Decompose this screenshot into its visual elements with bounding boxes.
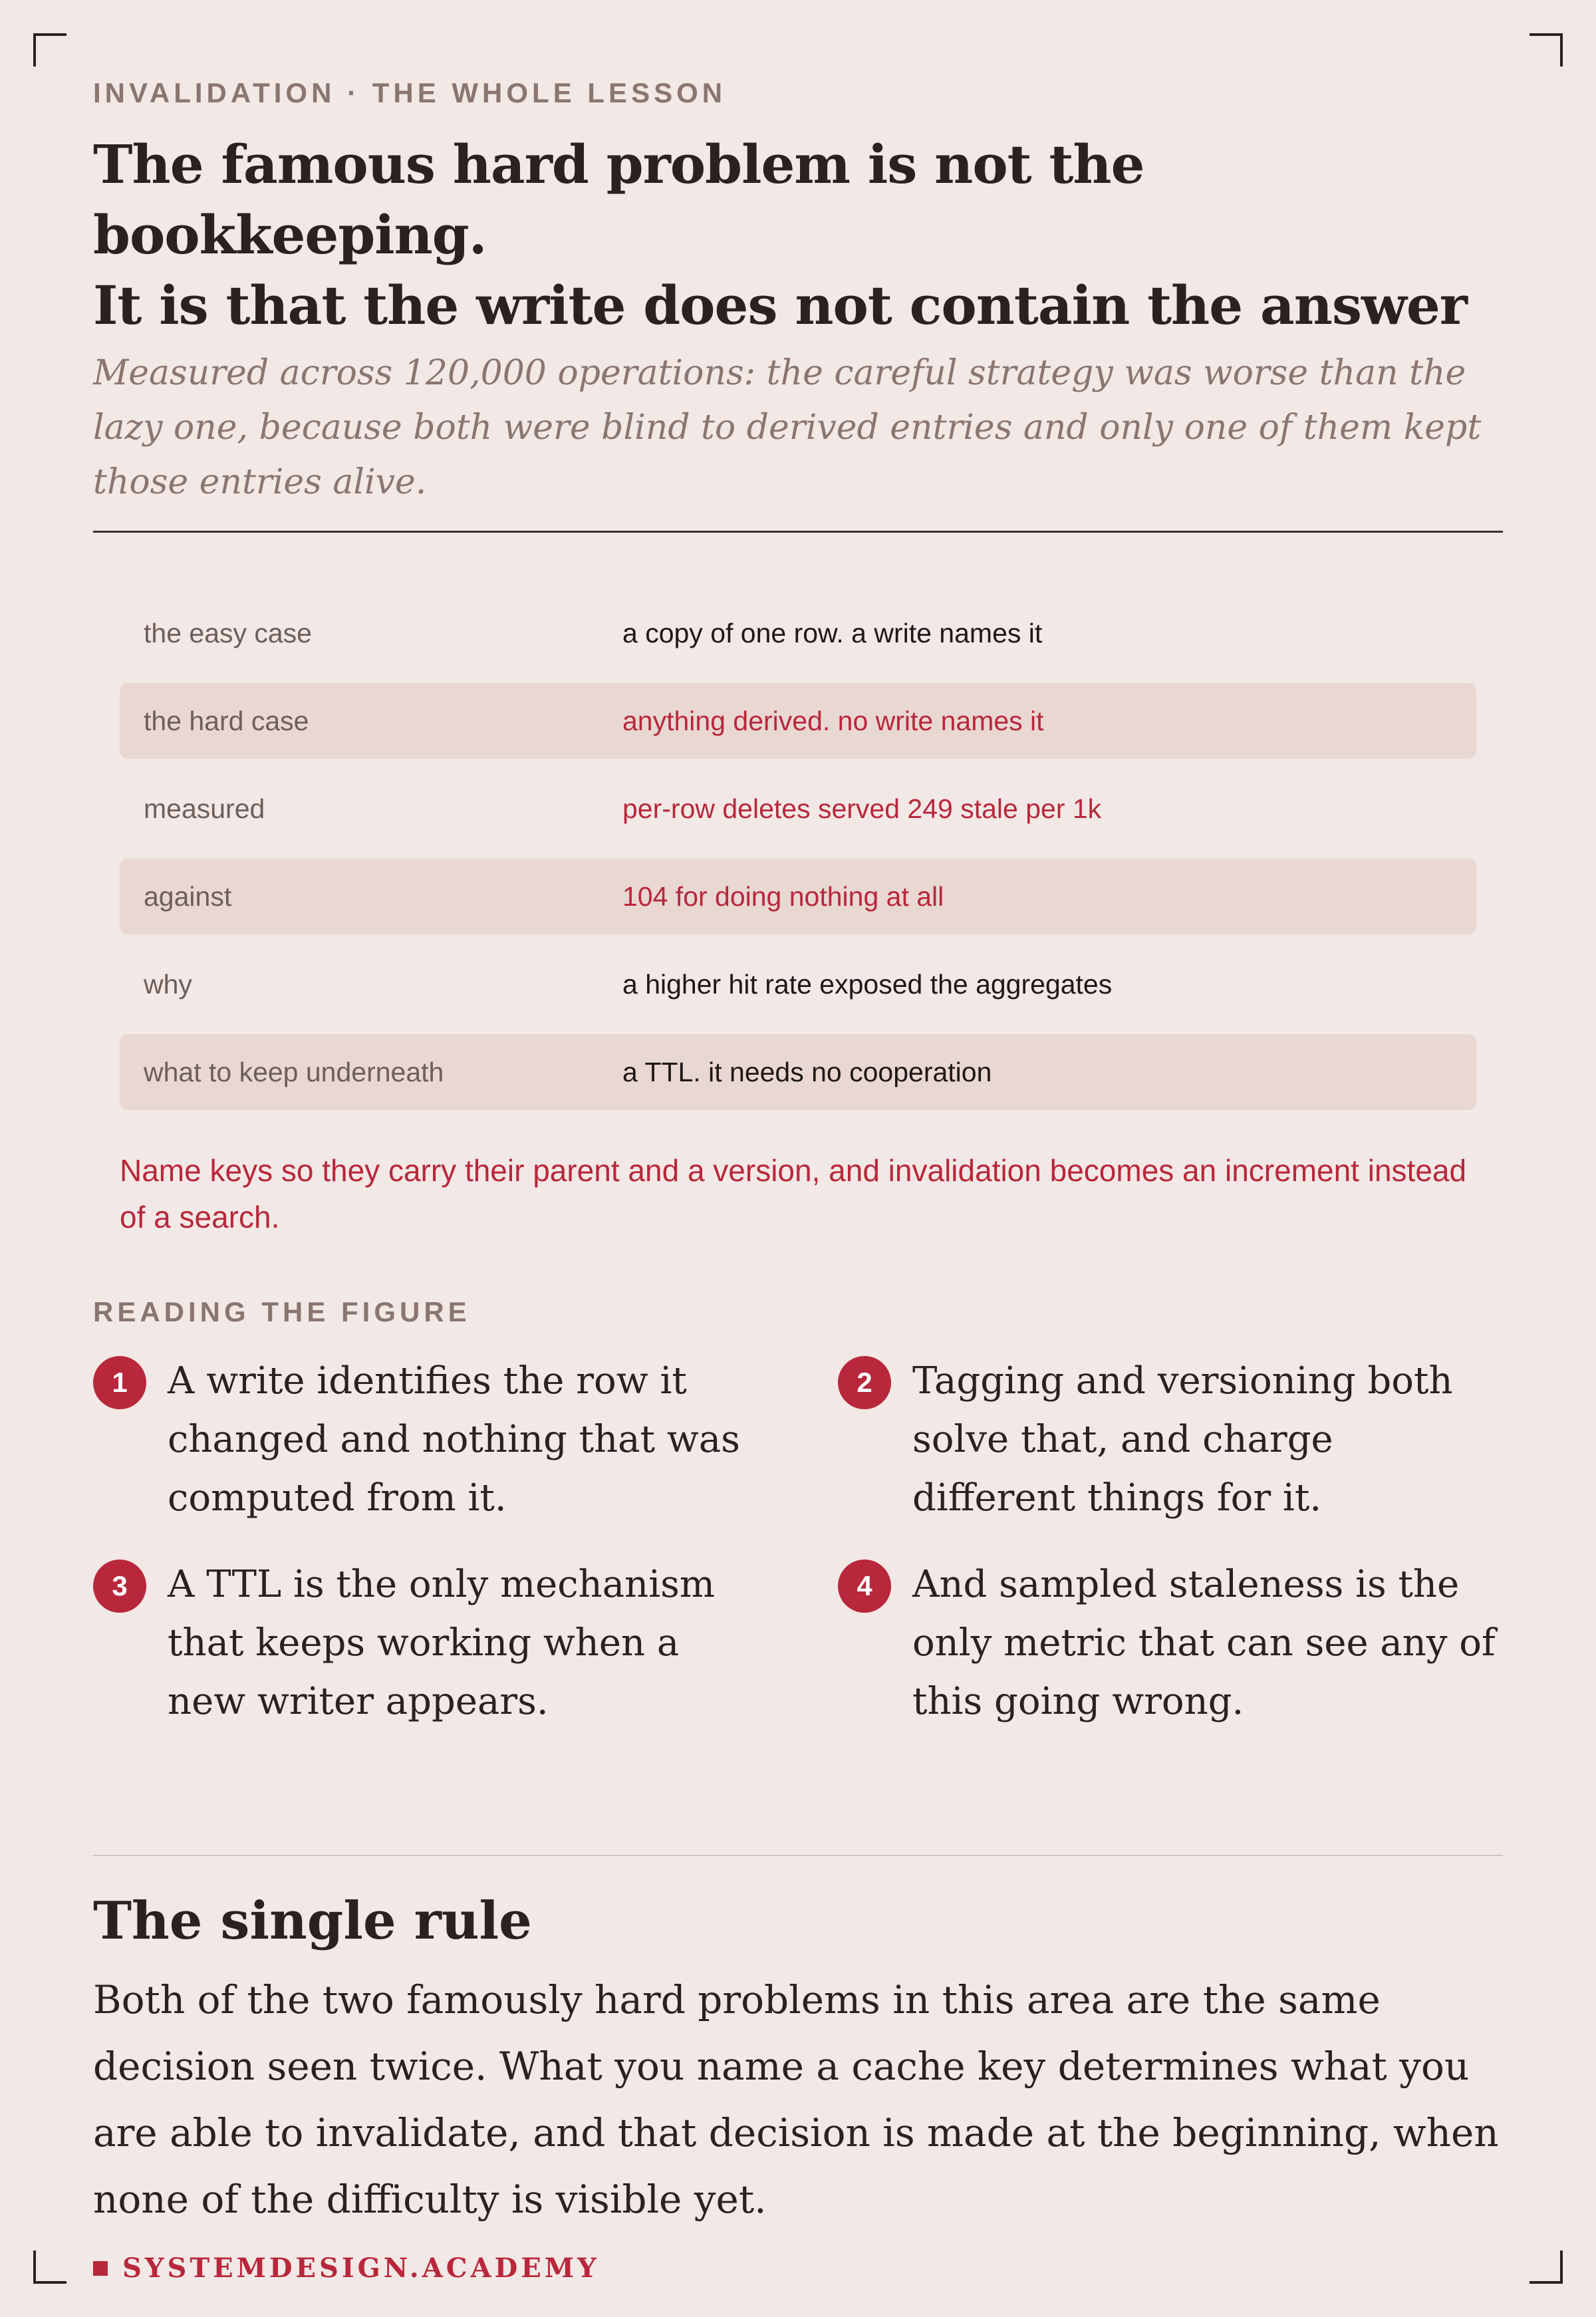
figure-notes: [93, 1352, 1503, 1731]
table-row: [120, 771, 1476, 847]
number-badge: 4: [838, 1560, 891, 1613]
note-text: A TTL is the only mechanism that keeps working when a new writer appears.: [168, 1563, 715, 1723]
note-text: And sampled staleness is the only metric that can see any of this going wrong.: [912, 1563, 1496, 1723]
row-value: a copy of one row. a write names it: [622, 617, 1043, 648]
note-item: [93, 1352, 838, 1528]
callout-text: Name keys so they carry their parent and a version, and invalidation becomes an increment instead of a search.: [120, 1153, 1467, 1234]
row-key: the easy case: [144, 617, 312, 648]
lesson-card: [93, 74, 1503, 2284]
rule-body: Both of the two famously hard problems in this area are the same decision seen twice. What you name a cache key determines what you are able to invalidate, and that decision is made at the beginning, when none of the difficulty is visible yet.: [93, 1977, 1499, 2222]
note-item: [838, 1352, 1503, 1528]
row-value: a TTL. it needs no cooperation: [622, 1056, 992, 1087]
note-item: [838, 1556, 1503, 1731]
table-row: [120, 595, 1476, 671]
header-divider: [93, 531, 1503, 533]
row-key: against: [144, 881, 232, 912]
table-row: [120, 859, 1476, 934]
row-value: 104 for doing nothing at all: [622, 881, 944, 912]
section-label: READING THE FIGURE: [93, 1296, 471, 1327]
section-divider: [93, 1855, 1503, 1856]
table-row: [120, 946, 1476, 1022]
corner-mark-top-left: [33, 33, 66, 67]
row-value: a higher hit rate exposed the aggregates: [622, 968, 1113, 1000]
title-line-2: It is that the write does not contain the answer: [93, 274, 1467, 337]
note-text: Tagging and versioning both solve that, and charge different things for it.: [912, 1359, 1453, 1520]
row-key: why: [144, 968, 192, 1000]
page-title: [93, 129, 1503, 341]
subtitle: Measured across 120,000 operations: the careful strategy was worse than the lazy one, because both were blind to derived entries and only one of them kept those entries alive.: [93, 353, 1482, 502]
table-row: [120, 1034, 1476, 1110]
number-badge: 1: [93, 1356, 146, 1409]
brand-footer: [93, 2252, 1503, 2284]
brand-square-icon: [93, 2261, 108, 2276]
number-badge: 3: [93, 1560, 146, 1613]
table-row: [120, 683, 1476, 759]
corner-mark-bottom-left: [33, 2250, 66, 2284]
number-badge: 2: [838, 1356, 891, 1409]
summary-table: [120, 595, 1476, 1110]
title-line-1: The famous hard problem is not the bookkeeping.: [93, 133, 1144, 266]
brand-name: SYSTEMDESIGN.ACADEMY: [122, 2252, 600, 2284]
row-key: the hard case: [144, 705, 309, 736]
row-key: what to keep underneath: [144, 1056, 444, 1087]
corner-mark-top-right: [1530, 33, 1563, 67]
rule-heading: The single rule: [93, 1891, 532, 1951]
note-item: [93, 1556, 838, 1731]
row-key: measured: [144, 793, 265, 824]
corner-mark-bottom-right: [1530, 2250, 1563, 2284]
eyebrow-label: INVALIDATION · THE WHOLE LESSON: [93, 77, 727, 108]
row-value: anything derived. no write names it: [622, 705, 1044, 736]
row-value: per-row deletes served 249 stale per 1k: [622, 793, 1102, 824]
note-text: A write identifies the row it changed and nothing that was computed from it.: [168, 1359, 740, 1520]
